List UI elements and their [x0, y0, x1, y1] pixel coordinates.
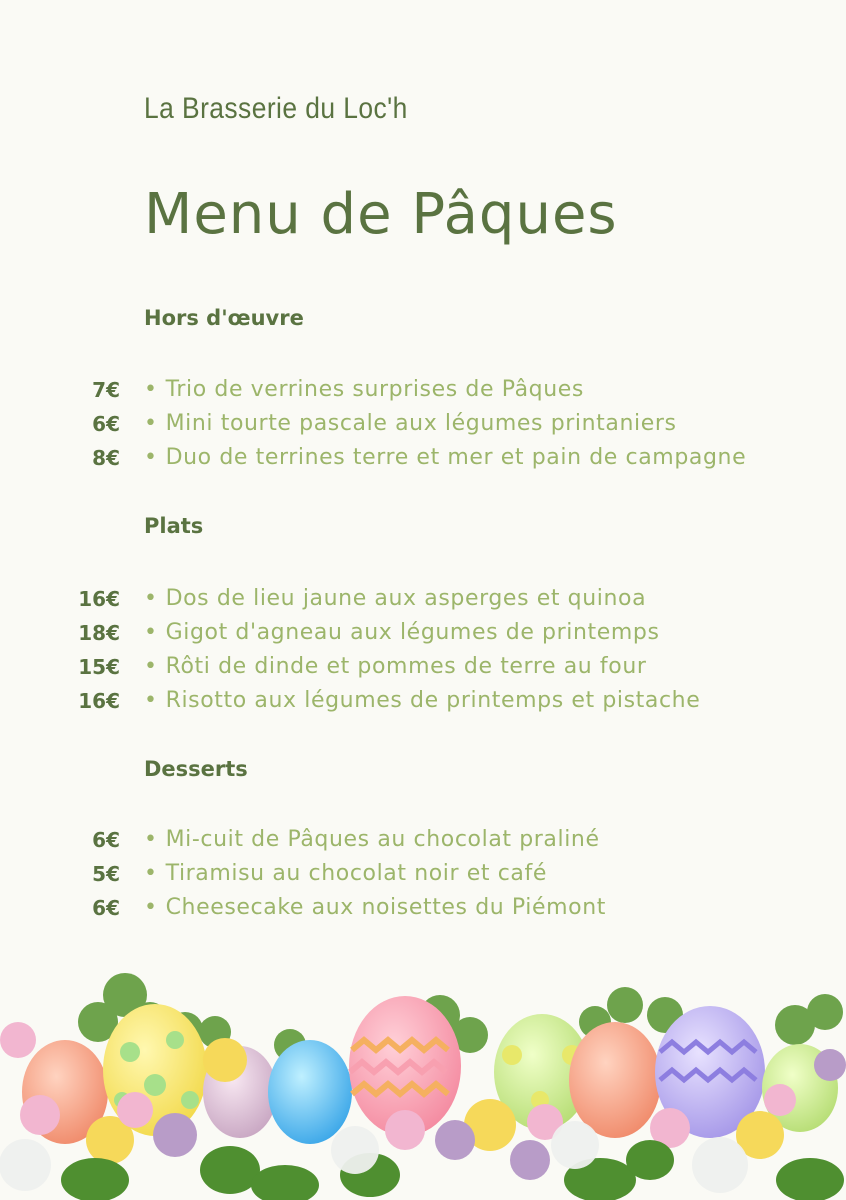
- item-name: [144, 441, 746, 475]
- item-price: 18€: [78, 621, 120, 645]
- bullet: •: [144, 654, 158, 679]
- easter-decoration-illustration: [0, 960, 846, 1200]
- item-label: Mini tourte pascale aux légumes printaniers: [165, 411, 677, 436]
- item-price: 6€: [92, 896, 120, 920]
- menu-title: Menu de Pâques: [144, 182, 618, 247]
- item-name: [144, 857, 547, 891]
- bullet: •: [144, 586, 158, 611]
- item-name: [144, 823, 600, 857]
- item-price: 15€: [78, 655, 120, 679]
- item-price: 16€: [78, 689, 120, 713]
- item-name: [144, 684, 700, 718]
- item-price: 6€: [92, 412, 120, 436]
- item-name: [144, 582, 646, 616]
- item-name: [144, 650, 647, 684]
- item-label: Tiramisu au chocolat noir et café: [165, 861, 547, 886]
- bullet: •: [144, 827, 158, 852]
- item-label: Duo de terrines terre et mer et pain de campagne: [165, 445, 747, 470]
- restaurant-name: La Brasserie du Loc'h: [144, 92, 408, 125]
- menu-item: [0, 582, 846, 616]
- bullet: •: [144, 377, 158, 402]
- item-price: 8€: [92, 446, 120, 470]
- menu-item: [0, 823, 846, 857]
- item-price: 5€: [92, 862, 120, 886]
- bullet: •: [144, 895, 158, 920]
- item-name: [144, 616, 660, 650]
- menu-item: [0, 650, 846, 684]
- bullet: •: [144, 445, 158, 470]
- item-price: 16€: [78, 587, 120, 611]
- menu-item: [0, 616, 846, 650]
- section-heading-plats: Plats: [144, 514, 204, 538]
- menu-item: [0, 441, 846, 475]
- item-label: Rôti de dinde et pommes de terre au four: [165, 654, 647, 679]
- item-name: [144, 373, 584, 407]
- menu-item: [0, 891, 846, 925]
- menu-item: [0, 373, 846, 407]
- item-name: [144, 407, 677, 441]
- section-heading-hors-doeuvre: Hors d'œuvre: [144, 306, 304, 330]
- item-label: Risotto aux légumes de printemps et pistache: [165, 688, 701, 713]
- item-label: Mi-cuit de Pâques au chocolat praliné: [165, 827, 600, 852]
- bullet: •: [144, 861, 158, 886]
- bullet: •: [144, 411, 158, 436]
- item-price: 6€: [92, 828, 120, 852]
- menu-item: [0, 684, 846, 718]
- item-label: Dos de lieu jaune aux asperges et quinoa: [165, 586, 647, 611]
- bullet: •: [144, 620, 158, 645]
- item-label: Gigot d'agneau aux légumes de printemps: [165, 620, 660, 645]
- bullet: •: [144, 688, 158, 713]
- item-name: [144, 891, 606, 925]
- section-heading-desserts: Desserts: [144, 757, 248, 781]
- menu-item: [0, 857, 846, 891]
- menu-item: [0, 407, 846, 441]
- item-label: Trio de verrines surprises de Pâques: [165, 377, 584, 402]
- item-label: Cheesecake aux noisettes du Piémont: [165, 895, 606, 920]
- item-price: 7€: [92, 378, 120, 402]
